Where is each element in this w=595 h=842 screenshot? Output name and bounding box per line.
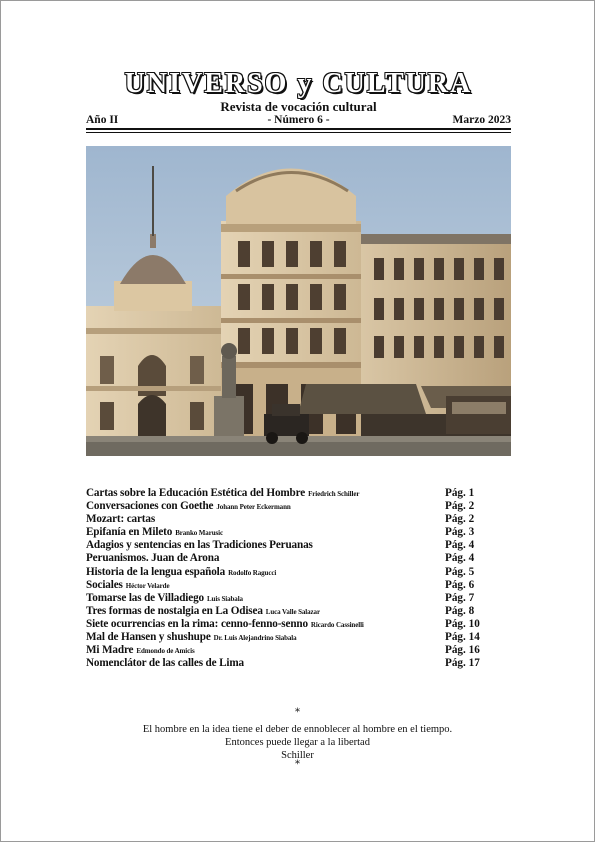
toc-author: Friedrich Schiller (308, 490, 360, 498)
toc-page: Pág. 14 (445, 631, 480, 644)
toc-page: Pág. 17 (445, 657, 480, 670)
toc-title: Mozart: cartas (86, 513, 156, 526)
toc-page: Pág. 10 (445, 617, 480, 630)
epigraph-line-1: El hombre en la idea tiene el deber de ennoblecer al hombre en el tiempo. (142, 724, 453, 735)
toc-author: Edmondo de Amicis (136, 647, 195, 656)
toc-entry[interactable] (86, 539, 511, 552)
toc-entry[interactable] (86, 605, 511, 618)
toc-entry[interactable] (86, 566, 511, 579)
toc-page: Pág. 5 (445, 565, 475, 578)
toc-title: Peruanismos. Juan de Arona (86, 552, 220, 565)
toc-page: Pág. 3 (445, 526, 475, 539)
toc-title: Tres formas de nostalgia en La Odisea (86, 604, 263, 617)
toc-page: Pág. 4 (445, 552, 475, 565)
toc-entry[interactable] (86, 644, 511, 657)
toc-page: Pág. 16 (445, 644, 480, 657)
magazine-title: UNIVERSO y CULTURA (124, 68, 473, 99)
toc-author: Branko Marusic (175, 529, 223, 538)
toc-page: Pág. 2 (445, 513, 475, 526)
epigraph-star-bottom: * (295, 759, 300, 770)
toc-title: Conversaciones con Goethe (86, 500, 214, 513)
issue-label: - Número 6 - (267, 114, 330, 126)
toc-title: Tomarse las de Villadiego (86, 591, 204, 604)
toc-title: Sociales (86, 578, 123, 591)
issue-info-bar (86, 114, 511, 129)
toc-entry[interactable] (86, 552, 511, 565)
header-rule-thick (86, 128, 511, 130)
toc-entry[interactable] (86, 579, 511, 592)
toc-entry[interactable] (86, 513, 511, 526)
toc-author: Johann Peter Eckermann (216, 503, 291, 512)
toc-page: Pág. 4 (445, 539, 475, 552)
toc-page: Pág. 1 (445, 487, 475, 499)
toc-entry[interactable] (86, 526, 511, 539)
toc-author: Dr. Luis Alejandrino Siabala (213, 634, 297, 643)
toc-title: Nomenclátor de las calles de Lima (86, 657, 244, 670)
toc-entry[interactable] (86, 657, 511, 670)
toc-entry[interactable] (86, 592, 511, 605)
building-illustration (86, 146, 511, 456)
epigraph-star-top: * (295, 707, 300, 718)
epigraph-attribution: Schiller (281, 750, 314, 761)
toc-page: Pág. 2 (445, 500, 475, 513)
toc-title-italic: shushupe (167, 631, 211, 644)
toc-title: Cartas sobre la Educación Estética del Hombre (86, 487, 306, 499)
cover-photo (86, 146, 511, 456)
toc-title: Mi Madre (86, 644, 134, 657)
toc-author: Héctor Velarde (125, 581, 170, 590)
toc-title: Siete ocurrencias en la rima: (86, 617, 219, 630)
toc-author: Luis Siabala (206, 594, 243, 603)
toc-entry[interactable] (86, 631, 511, 644)
toc-title: Epifanía en Mileto (86, 526, 173, 539)
date-label: Marzo 2023 (452, 114, 511, 126)
toc-entry[interactable] (86, 487, 511, 500)
header-rule-thin (86, 132, 511, 133)
toc-title-italic: cenno-fenno-senno (220, 617, 308, 630)
toc-author: Rodolfo Ragucci (228, 568, 277, 577)
toc-page: Pág. 6 (445, 578, 475, 591)
magazine-subtitle: Revista de vocación cultural (220, 99, 377, 114)
toc-author: Ricardo Cassinelli (310, 620, 364, 629)
toc-title: Mal de Hansen y (86, 631, 165, 644)
table-of-contents (86, 487, 511, 670)
toc-title: Historia de la lengua española (86, 565, 226, 578)
toc-page: Pág. 8 (445, 604, 475, 617)
toc-page: Pág. 7 (445, 591, 475, 604)
toc-entry[interactable] (86, 618, 511, 631)
epigraph-line-2: Entonces puede llegar a la libertad (225, 737, 370, 748)
year-label: Año II (86, 114, 119, 126)
toc-author: Luca Valle Salazar (265, 607, 320, 616)
toc-title: Adagios y sentencias en las Tradiciones Peruanas (86, 539, 313, 552)
toc-entry[interactable] (86, 500, 511, 513)
